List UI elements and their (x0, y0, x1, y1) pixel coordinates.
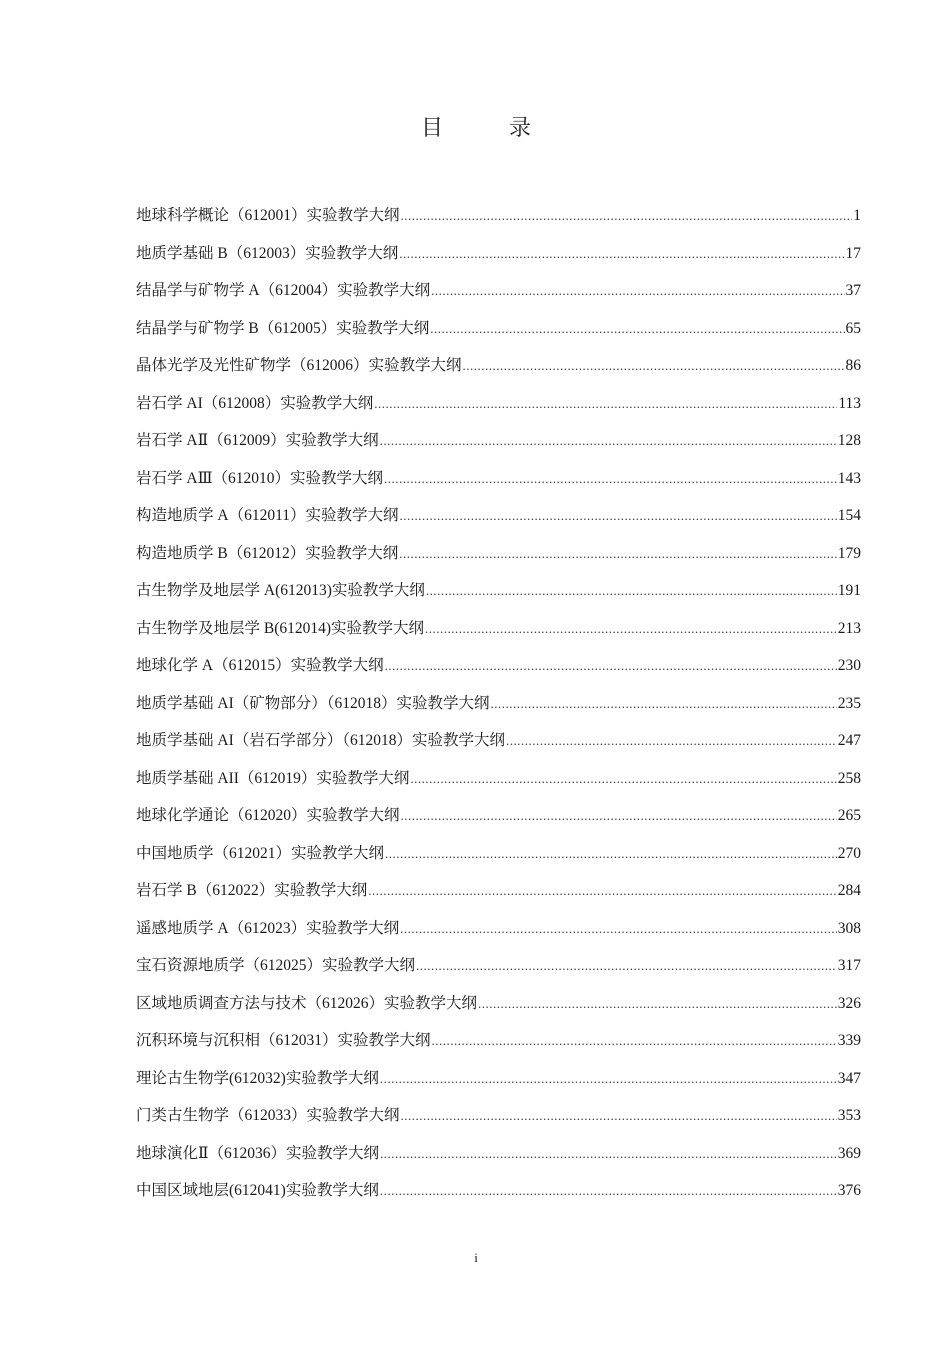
toc-entry[interactable] (136, 1177, 861, 1215)
dot-leader (426, 577, 837, 605)
toc-entry[interactable] (136, 802, 861, 840)
toc-entry-title: 结晶学与矿物学 B（612005）实验教学大纲 (136, 319, 430, 337)
dot-leader (416, 952, 837, 980)
toc-entry-page-number: 143 (837, 469, 861, 487)
toc-entry-title: 沉积环境与沉积相（612031）实验教学大纲 (136, 1032, 431, 1049)
dot-leader (463, 352, 845, 380)
dot-leader (401, 802, 837, 830)
dot-leader (385, 840, 837, 868)
toc-entry-page-number: 191 (837, 582, 861, 599)
toc-entry-title: 地质学基础 AI（矿物部分）（612018）实验教学大纲 (136, 694, 490, 712)
toc-entry-page-number: 284 (837, 882, 861, 899)
page-number: i (474, 1250, 478, 1265)
dot-leader (400, 502, 837, 530)
toc-entry-title: 岩石学 B（612022）实验教学大纲 (136, 882, 368, 899)
toc-entry-title: 地质学基础 B（612003）实验教学大纲 (136, 244, 399, 262)
toc-entry-title: 地质学基础 AII（612019）实验教学大纲 (136, 769, 410, 787)
toc-entry-page-number: 154 (837, 507, 861, 524)
toc-entry-page-number: 1 (853, 207, 861, 224)
toc-entry-page-number: 347 (837, 1069, 861, 1087)
toc-entry-title: 晶体光学及光性矿物学（612006）实验教学大纲 (136, 357, 462, 374)
dot-leader (410, 765, 836, 793)
toc-entry[interactable] (136, 952, 861, 990)
toc-entry-title: 岩石学 AⅡ（612009）实验教学大纲 (136, 432, 379, 449)
dot-leader (401, 1102, 837, 1130)
toc-entry[interactable] (136, 577, 861, 615)
toc-entry-page-number: 369 (837, 1144, 861, 1162)
toc-entry[interactable] (136, 690, 861, 728)
toc-entry-page-number: 86 (845, 357, 861, 374)
toc-entry-page-number: 128 (837, 432, 861, 449)
dot-leader (431, 277, 844, 305)
toc-entry-page-number: 265 (837, 807, 861, 824)
toc-entry-page-number: 339 (837, 1032, 861, 1049)
dot-leader (380, 427, 837, 455)
toc-entry-title: 中国地质学（612021）实验教学大纲 (136, 844, 385, 862)
toc-entry-page-number: 113 (838, 394, 861, 412)
toc-entry-page-number: 247 (837, 732, 861, 749)
toc-entry-title: 岩石学 AⅢ（612010）实验教学大纲 (136, 469, 384, 487)
toc-entry-title: 构造地质学 B（612012）实验教学大纲 (136, 544, 399, 562)
toc-entry[interactable] (136, 1102, 861, 1140)
toc-entry-page-number: 37 (845, 282, 861, 299)
toc-entry[interactable] (136, 352, 861, 390)
toc-entry-title: 地球化学 A（612015）实验教学大纲 (136, 657, 384, 674)
toc-entry-title: 地质学基础 AI（岩石学部分）（612018）实验教学大纲 (136, 732, 505, 749)
toc-entry-page-number: 270 (837, 844, 861, 862)
toc-heading: 目 录 (420, 116, 553, 141)
toc-entry-page-number: 213 (837, 619, 861, 637)
toc-entry-page-number: 179 (837, 544, 861, 562)
dot-leader (385, 652, 837, 680)
table-of-contents (136, 202, 861, 1215)
toc-entry-page-number: 308 (837, 919, 861, 937)
toc-entry-title: 遥感地质学 A（612023）实验教学大纲 (136, 919, 400, 937)
toc-entry[interactable] (136, 840, 861, 878)
toc-entry-title: 宝石资源地质学（612025）实验教学大纲 (136, 957, 416, 974)
toc-entry[interactable] (136, 615, 861, 653)
toc-entry-page-number: 317 (837, 957, 861, 974)
toc-entry-title: 结晶学与矿物学 A（612004）实验教学大纲 (136, 282, 431, 299)
dot-leader (380, 1140, 837, 1168)
dot-leader (399, 240, 844, 268)
dot-leader (478, 990, 837, 1018)
toc-entry-page-number: 353 (837, 1107, 861, 1124)
toc-entry-title: 古生物学及地层学 A(612013)实验教学大纲 (136, 582, 425, 599)
toc-entry-title: 地球化学通论（612020）实验教学大纲 (136, 807, 400, 824)
toc-entry[interactable] (136, 915, 861, 953)
toc-entry-title: 区域地质调查方法与技术（612026）实验教学大纲 (136, 994, 478, 1012)
toc-entry[interactable] (136, 465, 861, 503)
toc-entry-page-number: 230 (837, 657, 861, 674)
toc-entry[interactable] (136, 652, 861, 690)
toc-entry-page-number: 17 (845, 244, 861, 262)
dot-leader (384, 465, 837, 493)
toc-entry-title: 构造地质学 A（612011）实验教学大纲 (136, 507, 399, 524)
toc-entry-page-number: 326 (837, 994, 861, 1012)
dot-leader (490, 690, 836, 718)
toc-entry[interactable] (136, 1140, 861, 1178)
toc-entry-page-number: 376 (837, 1182, 861, 1199)
toc-entry[interactable] (136, 202, 861, 240)
toc-entry-title: 地球科学概论（612001）实验教学大纲 (136, 207, 400, 224)
dot-leader (380, 1065, 837, 1093)
toc-entry[interactable] (136, 277, 861, 315)
dot-leader (399, 540, 837, 568)
toc-entry-page-number: 258 (837, 769, 861, 787)
toc-entry-page-number: 235 (837, 694, 861, 712)
toc-entry[interactable] (136, 540, 861, 578)
toc-entry[interactable] (136, 427, 861, 465)
toc-entry-title: 中国区域地层(612041)实验教学大纲 (136, 1182, 379, 1199)
dot-leader (506, 727, 837, 755)
toc-entry[interactable] (136, 877, 861, 915)
toc-entry-title: 古生物学及地层学 B(612014)实验教学大纲 (136, 619, 425, 637)
toc-entry[interactable] (136, 502, 861, 540)
dot-leader (432, 1027, 837, 1055)
toc-entry-page-number: 65 (845, 319, 861, 337)
toc-entry-title: 岩石学 AI（612008）实验教学大纲 (136, 394, 374, 412)
toc-entry[interactable] (136, 765, 861, 803)
toc-entry[interactable] (136, 1027, 861, 1065)
toc-entry[interactable] (136, 390, 861, 428)
toc-entry[interactable] (136, 1065, 861, 1103)
dot-leader (400, 915, 837, 943)
dot-leader (374, 390, 837, 418)
toc-entry[interactable] (136, 990, 861, 1028)
toc-entry-title: 理论古生物学(612032)实验教学大纲 (136, 1069, 379, 1087)
toc-entry[interactable] (136, 315, 861, 353)
toc-entry-title: 地球演化Ⅱ（612036）实验教学大纲 (136, 1144, 380, 1162)
toc-entry[interactable] (136, 240, 861, 278)
dot-leader (368, 877, 837, 905)
dot-leader (430, 315, 844, 343)
toc-entry[interactable] (136, 727, 861, 765)
dot-leader (401, 202, 853, 230)
dot-leader (425, 615, 837, 643)
dot-leader (380, 1177, 837, 1205)
toc-entry-title: 门类古生物学（612033）实验教学大纲 (136, 1107, 400, 1124)
